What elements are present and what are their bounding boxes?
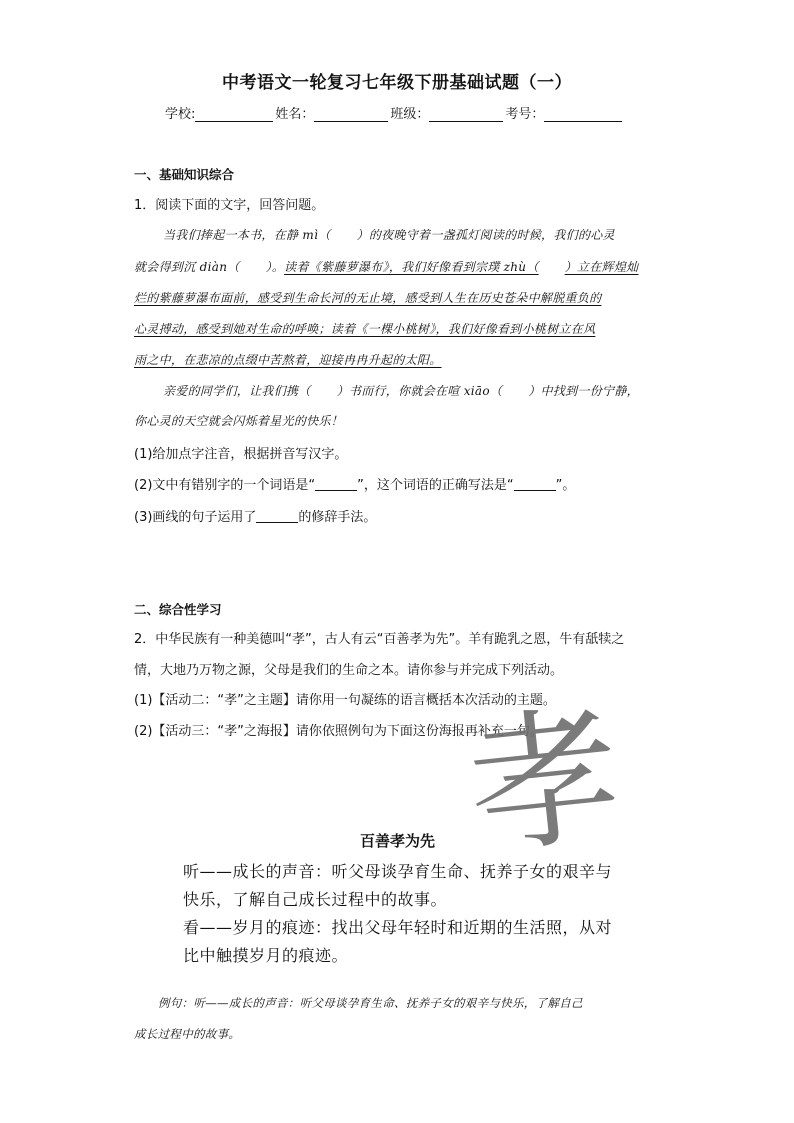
poster-line-4: 比中触摸岁月的痕迹。	[183, 946, 349, 965]
activity-2: (1)【活动二：“孝”之主题】请你用一句凝练的语言概括本次活动的主题。	[134, 693, 556, 708]
poster-line-2: 快乐，了解自己成长过程中的故事。	[183, 890, 448, 909]
class-label: 班级：	[390, 107, 430, 122]
passage-line-7: 你心灵的天空就会闪烁着星光的快乐！	[134, 414, 344, 428]
name-blank[interactable]	[314, 107, 388, 122]
exam-no-label: 考号：	[505, 107, 545, 122]
passage-line-3: 烂的紫藤萝瀑布面前，感受到生命长河的无止境，感受到人生在历史苍朵中解脱重负的	[134, 291, 602, 305]
answer-blank[interactable]	[256, 510, 298, 523]
passage-line-2: 就会得到沉 diàn（ ）。读着《紫藤萝瀑布》，我们好像看到宗璞 zhù（ ）立在辉煌灿	[134, 260, 639, 274]
student-info-line	[165, 103, 624, 122]
passage-line-1: 当我们捧起一本书，在静 mì（ ）的夜晚守着一盏孤灯阅读的时候，我们的心灵	[163, 228, 615, 242]
page-title: 中考语文一轮复习七年级下册基础试题（一）	[222, 73, 572, 93]
section-heading-1: 一、基础知识综合	[134, 167, 235, 182]
poster-big-character: 孝	[461, 688, 629, 878]
poster-line-1: 听——成长的声音：听父母谈孕育生命、抚养子女的艰辛与	[183, 862, 613, 881]
sub-question-1: (1)给加点字注音，根据拼音写汉字。	[134, 447, 348, 462]
question-1-stem: 1．阅读下面的文字，回答问题。	[134, 198, 325, 213]
passage-line-5: 雨之中，在悲凉的点缀中苦熬着，迎接冉冉升起的太阳。	[134, 353, 442, 367]
example-line-1: 例句：听——成长的声音：听父母谈孕育生命、抚养子女的艰辛与快乐，了解自己	[158, 996, 583, 1010]
question-2-line-1: 2．中华民族有一种美德叫“孝”，古人有云“百善孝为先”。羊有跪乳之恩，牛有舐犊之	[134, 632, 625, 647]
sub-question-3: (3)画线的句子运用了 的修辞手法。	[134, 510, 377, 525]
answer-blank[interactable]	[514, 478, 556, 491]
sub-question-2: (2)文中有错别字的一个词语是“ ”，这个词语的正确写法是“ ”。	[134, 478, 576, 493]
poster-title: 百善孝为先	[360, 832, 436, 850]
activity-3: (2)【活动三：“孝”之海报】请你依照例句为下面这份海报再补充一句。	[134, 724, 543, 739]
poster-line-3: 看——岁月的痕迹：找出父母年轻时和近期的生活照，从对	[183, 918, 613, 937]
class-blank[interactable]	[429, 107, 503, 122]
school-label: 学校:	[165, 107, 196, 122]
example-line-2: 成长过程中的故事。	[134, 1027, 241, 1041]
underlined-sentence: 读着《紫藤萝瀑布》，我们好像看到宗璞 zhù（ ）立在辉煌灿	[284, 260, 639, 274]
question-2-line-2: 情，大地乃万物之源，父母是我们的生命之本。请你参与并完成下列活动。	[134, 663, 564, 678]
passage-line-4: 心灵搏动，感受到她对生命的呼唤；读着《一棵小桃树》，我们好像看到小桃树立在风	[134, 322, 596, 336]
exam-no-blank[interactable]	[544, 107, 622, 122]
name-label: 姓名：	[275, 107, 315, 122]
school-blank[interactable]	[195, 107, 273, 122]
passage-line-6: 亲爱的同学们，让我们携（ ）书而行，你就会在喧 xiāo（ ）中找到一份宁静，	[163, 384, 639, 398]
section-heading-2: 二、综合性学习	[134, 602, 222, 617]
answer-blank[interactable]	[315, 478, 357, 491]
